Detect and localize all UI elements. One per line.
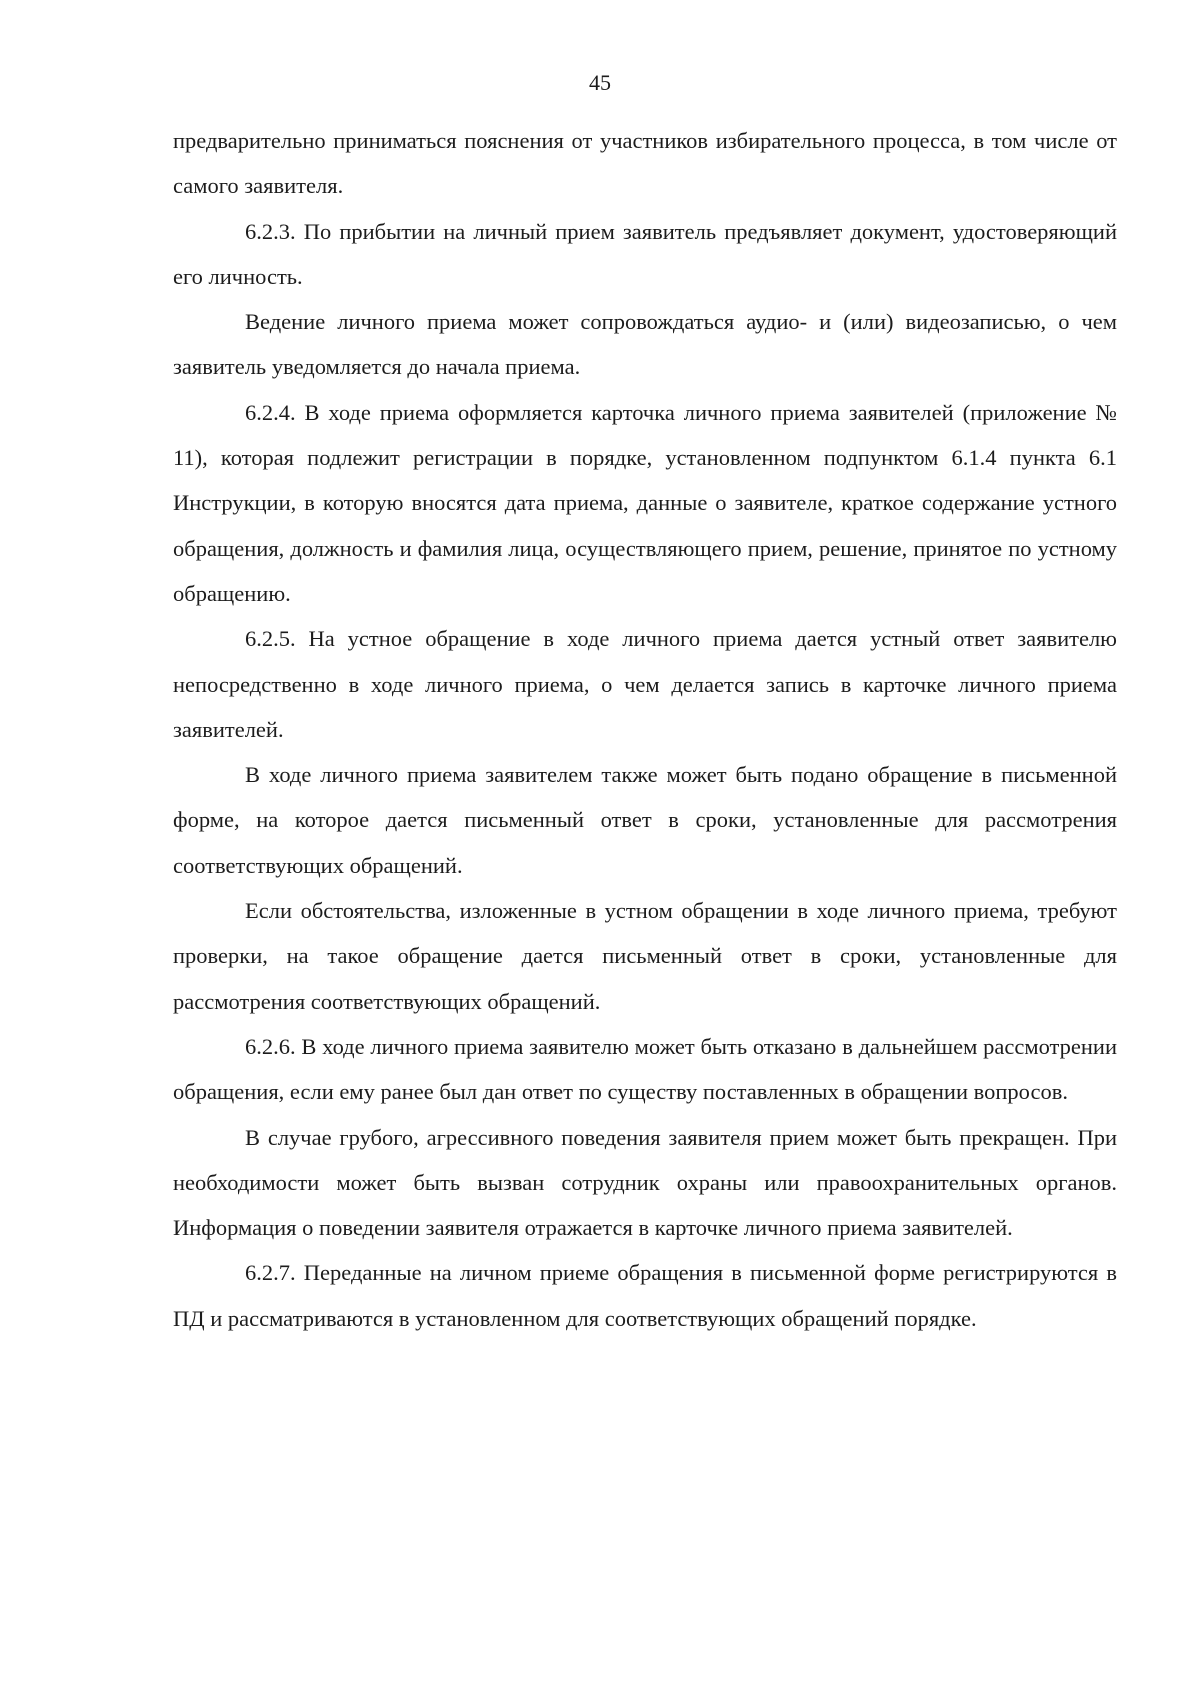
paragraph-6-2-5: 6.2.5. На устное обращение в ходе личного приема дается устный ответ заявителю непосредственно в ходе личного приема, о чем делается запись в карточке личного приема заявителей. xyxy=(173,626,1117,742)
paragraph-verification: Если обстоятельства, изложенные в устном обращении в ходе личного приема, требуют проверки, на такое обращение дается письменный ответ в сроки, установленные для рассмотрения соответствующих обращений. xyxy=(173,898,1117,1014)
document-body xyxy=(173,118,1117,1341)
paragraph-6-2-4: 6.2.4. В ходе приема оформляется карточка личного приема заявителей (приложение № 11), которая подлежит регистрации в порядке, установленном подпунктом 6.1.4 пункта 6.1 Инструкции, в которую вносятся дата приема, данные о заявителе, краткое содержание устного обращения, должность и фамилия лица, осуществляющего прием, решение, принятое по устному обращению. xyxy=(173,399,1117,606)
paragraph-aggressive-behavior: В случае грубого, агрессивного поведения заявителя прием может быть прекращен. При необходимости может быть вызван сотрудник охраны или правоохранительных органов. Информация о поведении заявителя отражается в карточке личного приема заявителей. xyxy=(173,1124,1117,1241)
paragraph-written-appeal: В ходе личного приема заявителем также может быть подано обращение в письменной форме, на которое дается письменный ответ в сроки, установленные для рассмотрения соответствующих обращений. xyxy=(173,762,1117,878)
paragraph-continuation: предварительно приниматься пояснения от участников избирательного процесса, в том числе от самого заявителя. xyxy=(173,128,1117,199)
page-number: 45 xyxy=(589,70,611,95)
paragraph-6-2-3: 6.2.3. По прибытии на личный прием заявитель предъявляет документ, удостоверяющий его личность. xyxy=(173,218,1117,289)
paragraph-6-2-7: 6.2.7. Переданные на личном приеме обращения в письменной форме регистрируются в ПД и рассматриваются в установленном для соответствующих обращений порядке. xyxy=(173,1260,1117,1331)
paragraph-recording-notice: Ведение личного приема может сопровождаться аудио- и (или) видеозаписью, о чем заявитель уведомляется до начала приема. xyxy=(173,309,1117,380)
paragraph-6-2-6: 6.2.6. В ходе личного приема заявителю может быть отказано в дальнейшем рассмотрении обращения, если ему ранее был дан ответ по существу поставленных в обращении вопросов. xyxy=(173,1033,1117,1105)
